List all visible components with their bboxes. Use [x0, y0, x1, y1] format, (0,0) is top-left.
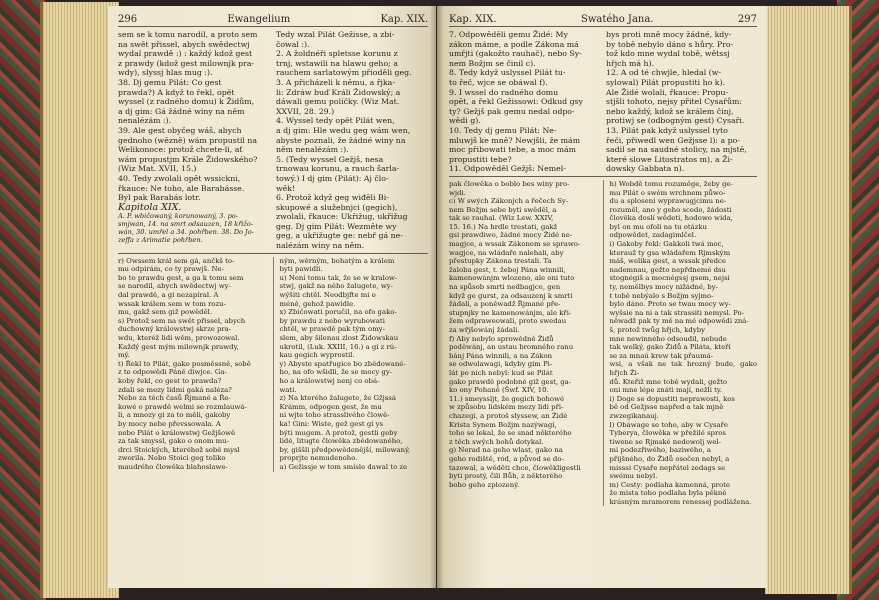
column-divider — [603, 180, 604, 507]
right-notes-rule — [449, 176, 757, 177]
right-chapter-ref: Kap. XIX. — [449, 14, 497, 25]
left-notes-col1-text: r) Owssem král sem gá, ančkš to- mu odpirám, co ty prawjš. Ne- bo to prawdu gest, a ga k tomu sem se narodil, abych swědectwj wy- dal prawdě, a gi nezapíral. A wssak králem sem w tom rozu- mu, gakž sem giž powěděl. s) Protož sem na swět přissel, abych duchowný králowstwj skrze pra- wdu, kteréž lidi wěm, prowozowal. Každý gest mým milownjk prawdy, mý. t) Řekl to Pilát, gako posměssně, sobě z te odpowědi Páně diwjce. Ga- koby řekl, co gest to prawda? zdali se mezy lidmi gaká naléza? Nebo za těch časů Řjmané a Ře- kowé o prawdě welmi se rozmlauwá- li, a mnozy gi za to měli, gakoby by mocy nebe převssowala. A nebo Pilát o králowstwj Gežjšowě za tak smyssl, gako o onom mu- drci Stoických, kteréhož sobě mysl zworila. Nebo Stoici geg toliko maudrého člowěka blahoslawe- — [118, 256, 251, 471]
right-notes-col1-text: pak člowěka o boblo bes winy pro- wjdi. c) W swých Zákonjch a řečech Sy- nem Božjm sebe byti swěděl, a tak se rauhal. (Wiz Lew. XXIV, 15. 16.) Na hrdle trestati, gakž gsi prawdiwo, žádné mocy Židé ne- magjce, a wssak Zákonem se sprawo- wagjce, na wládaře nalehali, aby přestupky Zákona trestali. Ta žaloba gest, t. žeboj Pána winnili, kamenowánjm wlozeno, ale oni tuto na spůsob smrti nedbagjce, gen když ge gurst, za odsauzenj k smrti žádali, a poněwadž Řjmané pře- stupnjky ne kamenowánjm, ale kři- žem odpraweowali, proto swedau za wřjšowánj žádali. f) Aby nebylo sprowědně Židů poděwánj, an ustau bromného ranu bánj Pána winnili, a na Zákon se odwolawagi, kdyby gim Pi- lát po nich nebyl: kud se Pilát gako prawdě podobné giž gest, ga- ko ony Pohaně (Šwf. XIV, 10. 11.) smeyssljt, že gegich bohowé w způsobu lidském mezy lidi při- chazegi, a protoš slyssew, an Židé Krista Synem Božjm nazýwagi, toho se lekal, že se snad některého z těch swých bohů dotykal. g) Nerad na geho wlast, gako na geho rodiště, ród, a původ se do- tazowal, a wěděti chce, člowěkligestli byti prostý, čili Bůh, z některého boho geho zplozený. — [449, 179, 581, 489]
right-col2-verses: bys proti mně mocy žádné, kdy- by tobě nebylo dáno s hůry. Pro- tož kdo mne wydal tobě, wětssj hřjch má h). 12. A od té chwjle, hledal (w- sylowal) Pilát propustiti ho k). Ale Židé wolali, řkauce: Propu- stjšli tohoto, nejsy přitel Cysařům: nebo každý, kdož se králem činj, protiwj se (odbogným gest) Cysaři. 13. Pilát pak když uslyssel tyto řeči, přiwedl wen Gežjsse l): a po- sadil se na saudné stolicy, na mjstě, které slowe Litostratos m), a Ži- dowsky Gabbata n). — [606, 30, 747, 174]
book-gutter-shadow — [430, 6, 444, 588]
right-running-header — [449, 14, 757, 27]
chapter-title: Kapitola XIX. — [118, 201, 182, 213]
right-col1-verses: 7. Odpowěděli gemu Židé: My zákon máme, a podle Zákona má umřjti (gakožto rauhač), nebo Sy- nem Božjm se činil c). 8. Tedy když uslyssel Pilát tu- to řeč, wjce se obáwal f). 9. I wssel do radného domu opět, a řekl Gežissowi: Odkud gsy ty? Gežjš pak gemu nedal odpo- wědi g). 10. Tedy dj gemu Pilát: Ne- mluwjš ke mně? Newjšli, že mám moc přibowati tebe, a moc mám propustiti tebe? 11. Odpowěděl Gežjš: Nemel- — [449, 30, 583, 174]
left-col2-verses: Tedy wzal Pilát Gežisse, a zbi- čowal :). 2. A žoldnéři spletsse korunu z trnj, wstawili na hlawu geho; a rauchem sarlatowým přioděli geg. 3. A přicházeli k němu, a řjka- li: Zdráw buď Králi Židowský; a dáwali gemu políčky. (Wiz Mat. XXVII, 28. 29.) 4. Wyssel tedy opět Pilát wen, a dj gim: Hle wedu geg wám wen, abyste poznali, že žádné winy na něm nenalézám :). 5. (Tedy wyssel Gežjš, nesa trnowau korunu, a rauch šarla- towý.) I dj gim (Pilát): Aj člo- wěk! 6. Protož když geg wiđěli Bi- skupowé a služebnjci (gegich), zwolali, řkauce: Ukřižug, ukřižug geg. Dj gim Pilát: Wezměte wy geg, a ukřižugte ge: nebř gá ne- nalézám winy na něm. — [276, 30, 412, 251]
right-footnotes — [449, 180, 757, 507]
left-main-text — [118, 30, 428, 251]
right-notes-col1 — [449, 180, 597, 507]
left-page — [108, 6, 436, 588]
right-page — [437, 6, 767, 588]
page-edges-right — [765, 6, 852, 594]
right-running-title: Swatého Jana. — [580, 14, 654, 25]
right-page-number: 297 — [737, 14, 757, 25]
right-notes-col2 — [610, 180, 758, 507]
right-column-2 — [606, 30, 757, 174]
left-chapter-ref: Kap. XIX. — [380, 14, 428, 25]
left-running-title: Ewangelium — [227, 14, 291, 25]
left-footnotes — [118, 257, 428, 472]
right-main-text — [449, 30, 757, 174]
left-notes-col2-text: ným, wěrným, bohatým a králem byti pawidli. u) Není tomu tak, že se w kralow- stwj, gakž na něho žalugete, wy- wýšiti chtěl. Neodbjfte mi o méně, gehož pawidle. x) Zbičowati poručil, na ofo gako- by prawdu z nebo wyrubowati chtěl, w prawdě pak tým omy- slem, aby šilenau zlost Židowskau ukrotil, (Luk. XXIII, 16.) a gi z rú- kau gegich wyprostil. y) Abyste spatřugice bo zbědowané- ho, na ofo wšidli, že se mocy gy- ho a králowstwj nenj co obá- wati. z) Na kterého žalugete, že Gžjssá Krámm, odpogen gest, že mu ni wjte toho strasslivého člowě- ka! Gini: Wiste, gež gest gí ys býti mugem. A protož, gestli geby lidé, litugte člowěka zbědowaného, by, giššli předpowědenější, milowaný, proprjte nemudenoho. a) Gežissje w tom smísle dawal to ze — [279, 256, 411, 471]
right-column-1 — [449, 30, 600, 174]
chapter-summary: A. P. wbičowaný, korunowaný, 3. po- smjwán, 14. na smrt odsauzen, 18 křižo- wán, 30. umřel a 34. pohřben. 38. Do Jo- zeffa z Arimatie pohřben. — [118, 212, 254, 245]
left-page-number: 296 — [118, 14, 138, 25]
left-column-2 — [276, 30, 428, 251]
left-notes-col2 — [280, 257, 429, 472]
column-divider — [273, 257, 274, 472]
left-col1-verses: sem se k tomu narodil, a proto sem na swět přissel, abych swědectwj wydal prawdě :) : každý kdož gest z prawdy (kdož gest milownjk pra- wdy), slyssj hlas mug :). 38. Dj gemu Pilát: Co gest prawda?) A když to řekl, opět wyssel (z radného domu) k Židům, a dj gim: Gá žádné winy na něm nenalézám :). 39. Ale gest obyčeg wáš, abych gednoho (wězně) wám propustil na Welikonoce: protož chcete-li, ať wám propustjm Krále Židowského? (Wiz Mat. XVII, 15.) 40. Tedy zwolali opět wssickni, řkauce: Ne toho, ale Barabásse. Byl pak Barabás lotr. — [118, 30, 258, 203]
left-column-1 — [118, 30, 270, 251]
right-notes-col2-text: h) Wobdě tomu rozuměge, žeby ge- mu Pilát o swém wrchnem půwo- du a sploseni wyprawugjcimu ne- rozuměl, ano y geho scedo, žádosti člověka doslí wědeti, hodowo wida, byl on mu ofoli na tu otázku odpowědet, zadagimlčel. i) Gakoby řekl: Gakkoli twá moc, kterauž ty gsa wládařem Rjmským máš, welika gest, a wssak předce nademnau, gežto nepřdnemé dsu stognégiš a mocnégssj gsem, nejsi ty, nemělbys mocy nižádné, by- t tobě nebýalo s Božjm syjmo- bylo dáno. Proto se twau mocy wy- wyšsie na ni a tak strassiti nemysl. Po- něwadž pak ty mě na mé odpowědi zná- š, protož twůg hřjch, kdyby mne newinného odsoudil, nebude tak welký, gako Židů a Piláta, kteří se za mnaú krew tak přaumá- wsi, a však ne tak hrozný bude, gako hřjch Ži- dů. Kteřiž mne tobě wydali, gežto oni mne lépe znáti mají, nežli ty. i) Doge se dopustiti neprawosti, kos bě od Gežjsse napřed a tak mjně zwzegikanauj. l) Obáwage se toho, aby w Cysaře Tyberya, člowěka w přežilé spros tiwene se Rjmské nedowolj wel- mi podezřiwého, baziwého, a přijšného, do Židů osočen nebyl, a misssi Cysaře nepřátel zedags se swému nebyl. m) Cesty: podlaha kamenná, prote že mista toho podlaha byla pěkně krásným mramorem renessej podlážena. — [609, 179, 757, 506]
left-notes-col1 — [118, 257, 267, 472]
left-running-header — [118, 14, 428, 27]
left-notes-rule — [118, 253, 428, 254]
